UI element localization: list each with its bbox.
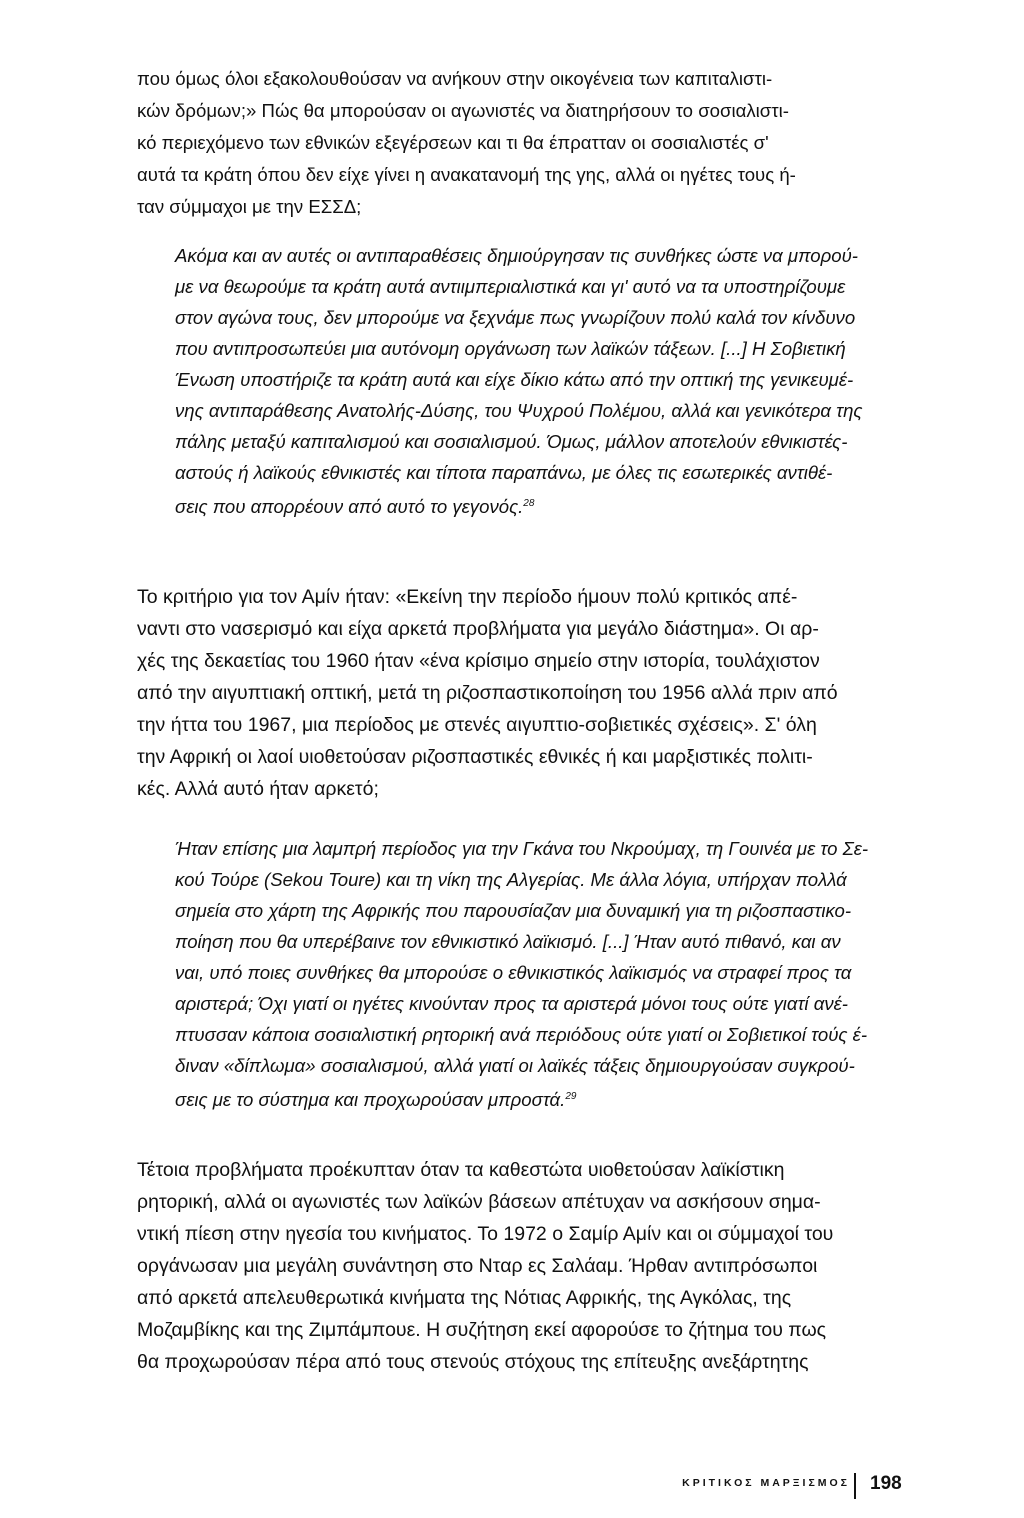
running-head: ΚΡΙΤΙΚΟΣ ΜΑΡΞΙΣΜΟΣ <box>682 1477 850 1489</box>
quote-line: πάλης μεταξύ καπιταλισμού και σοσιαλισμού. Όμως, μάλλον αποτελούν εθνικιστές- <box>175 431 848 452</box>
quote-line: σημεία στο χάρτη της Αφρικής που παρουσίαζαν μια δυναμική για τη ριζοσπαστικο- <box>175 900 852 921</box>
text-line: κές. Αλλά αυτό ήταν αρκετό; <box>137 778 379 800</box>
text-line: που όμως όλοι εξακολουθούσαν να ανήκουν στην οικογένεια των καπιταλιστι- <box>137 68 773 89</box>
text-line: κό περιεχόμενο των εθνικών εξεγέρσεων και τι θα έπρατταν οι σοσιαλιστές σ' <box>137 132 769 153</box>
text-line: οργάνωσαν μια μεγάλη συνάντηση στο Νταρ ες Σαλάαμ. Ήρθαν αντιπρόσωποι <box>137 1255 818 1277</box>
page-number: 198 <box>870 1473 902 1494</box>
quote-line: ποίηση που θα υπερέβαινε τον εθνικιστικό λαϊκισμό. [...] Ήταν αυτό πιθανό, και αν <box>175 931 841 952</box>
quote-line: στον αγώνα τους, δεν μπορούμε να ξεχνάμε πως γνωρίζουν πολύ καλά τον κίνδυνο <box>175 307 856 328</box>
text-line: Τέτοια προβλήματα προέκυπταν όταν τα καθεστώτα υιοθετούσαν λαϊκίστικη <box>137 1159 785 1181</box>
quote-line: διναν «δίπλωμα» σοσιαλισμού, αλλά γιατί οι λαϊκές τάξεις δημιουργούσαν συγκρού- <box>175 1055 855 1076</box>
text-line: Μοζαμβίκης και της Ζιμπάμπουε. Η συζήτηση εκεί αφορούσε το ζήτημα του πως <box>137 1319 827 1341</box>
text-line: την Αφρική οι λαοί υιοθετούσαν ριζοσπαστικές εθνικές ή και μαρξιστικές πολιτι- <box>137 746 813 768</box>
text-line: από την αιγυπτιακή οπτική, μετά τη ριζοσπαστικοποίηση του 1956 αλλά πριν από <box>137 682 838 704</box>
quote-line: νης αντιπαράθεσης Ανατολής-Δύσης, του Ψυχρού Πολέμου, αλλά και γενικότερα της <box>175 400 863 421</box>
text-line: ταν σύμμαχοι με την ΕΣΣΔ; <box>137 196 362 217</box>
text-line: από αρκετά απελευθερωτικά κινήματα της Νότιας Αφρικής, της Αγκόλας, της <box>137 1287 792 1309</box>
quote-line <box>175 492 534 519</box>
text-line: ναντι στο νασερισμό και είχα αρκετά προβλήματα για μεγάλο διάστημα». Οι αρ- <box>137 618 819 640</box>
quote-line: πτυσσαν κάποια σοσιαλιστική ρητορική ανά περιόδους ούτε γιατί οι Σοβιετικοί τούς έ- <box>175 1024 868 1045</box>
quote-line: Ακόμα και αν αυτές οι αντιπαραθέσεις δημιούργησαν τις συνθήκες ώστε να μπορού- <box>175 245 859 266</box>
footnote-marker: 28 <box>523 498 535 509</box>
quote-line: κού Τούρε (Sekou Toure) και τη νίκη της Αλγερίας. Με άλλα λόγια, υπήρχαν πολλά <box>175 869 847 890</box>
text-line: ντική πίεση στην ηγεσία του κινήματος. Το 1972 ο Σαμίρ Αμίν και οι σύμμαχοί του <box>137 1223 834 1245</box>
quote-line-text: σεις με το σύστημα και προχωρούσαν μπροστά. <box>175 1089 566 1110</box>
quote-line <box>175 1085 576 1112</box>
text-line: κών δρόμων;» Πώς θα μπορούσαν οι αγωνιστές να διατηρήσουν το σοσιαλιστι- <box>137 100 789 121</box>
quote-line: με να θεωρούμε τα κράτη αυτά αντιιμπεριαλιστικά και γι' αυτό να τα υποστηρίζουμε <box>175 276 846 297</box>
quote-line: Ήταν επίσης μια λαμπρή περίοδος για την Γκάνα του Νκρούμαχ, τη Γουινέα με το Σε- <box>175 838 869 859</box>
quote-line: αριστερά; Όχι γιατί οι ηγέτες κινούνταν προς τα αριστερά μόνοι τους ούτε γιατί ανέ- <box>175 993 848 1014</box>
text-line: χές της δεκαετίας του 1960 ήταν «ένα κρίσιμο σημείο στην ιστορία, τουλάχιστον <box>137 650 820 672</box>
quote-line: Ένωση υποστήριζε τα κράτη αυτά και είχε δίκιο κάτω από την οπτική της γενικευμέ- <box>175 369 854 390</box>
quote-line: ναι, υπό ποιες συνθήκες θα μπορούσε ο εθνικιστικός λαϊκισμός να στραφεί προς τα <box>175 962 852 983</box>
text-line: θα προχωρούσαν πέρα από τους στενούς στόχους της επίτευξης ανεξάρτητης <box>137 1351 809 1373</box>
text-line: Το κριτήριο για τον Αμίν ήταν: «Εκείνη την περίοδο ήμουν πολύ κριτικός απέ- <box>137 586 798 608</box>
quote-line: που αντιπροσωπεύει μια αυτόνομη οργάνωση των λαϊκών τάξεων. [...] Η Σοβιετική <box>175 338 846 359</box>
footer-divider <box>854 1473 856 1499</box>
page-footer <box>620 1473 900 1499</box>
text-line: την ήττα του 1967, μια περίοδος με στενές αιγυπτιο-σοβιετικές σχέσεις». Σ' όλη <box>137 714 817 736</box>
text-line: ρητορική, αλλά οι αγωνιστές των λαϊκών βάσεων απέτυχαν να ασκήσουν σημα- <box>137 1191 821 1213</box>
footnote-marker: 29 <box>565 1091 577 1102</box>
text-line: αυτά τα κράτη όπου δεν είχε γίνει η ανακατανομή της γης, αλλά οι ηγέτες τους ή- <box>137 164 796 185</box>
quote-line: αστούς ή λαϊκούς εθνικιστές και τίποτα παραπάνω, με όλες τις εσωτερικές αντιθέ- <box>175 462 833 483</box>
quote-line-text: σεις που απορρέουν από αυτό το γεγονός. <box>175 496 524 517</box>
